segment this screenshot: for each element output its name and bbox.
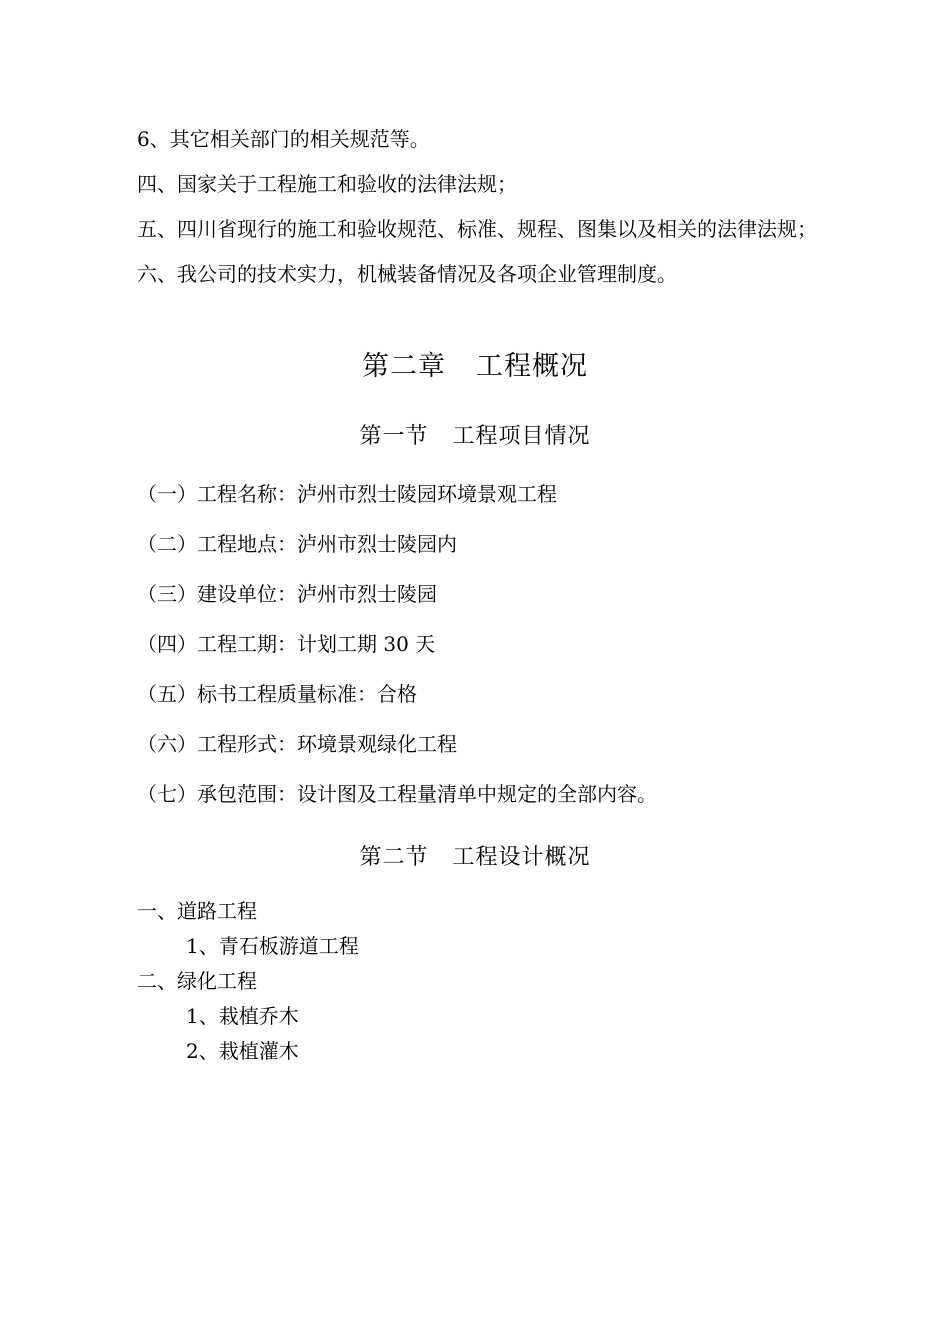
section-heading [0,422,950,452]
project-info-item: （六）工程形式：环境景观绿化工程 [137,732,457,756]
design-subitem: 1、栽植乔木 [186,1004,299,1028]
design-category: 一、道路工程 [137,899,257,923]
intro-item: 五、四川省现行的施工和验收规范、标准、规程、图集以及相关的法律法规； [137,217,817,241]
section-title: 工程设计概况 [452,845,591,870]
section-title: 工程项目情况 [452,424,591,449]
project-info-item: （七）承包范围：设计图及工程量清单中规定的全部内容。 [137,782,657,806]
section-number: 第二节 [359,845,429,870]
section-heading [0,843,950,873]
project-info-item: （五）标书工程质量标准：合格 [137,682,417,706]
project-info-item: （三）建设单位：泸州市烈士陵园 [137,582,437,606]
project-info-item: （二）工程地点：泸州市烈士陵园内 [137,532,457,556]
section-number: 第一节 [359,424,429,449]
chapter-number: 第二章 [362,351,446,382]
design-subitem: 2、栽植灌木 [186,1039,299,1063]
chapter-heading [0,350,950,384]
intro-item: 6、其它相关部门的相关规范等。 [137,127,430,151]
chapter-title: 工程概况 [476,351,588,382]
project-info-item: （四）工程工期：计划工期 30 天 [137,632,436,656]
design-subitem: 1、青石板游道工程 [186,934,359,958]
intro-item: 四、国家关于工程施工和验收的法律法规； [137,172,517,196]
design-category: 二、绿化工程 [137,969,257,993]
project-info-item: （一）工程名称：泸州市烈士陵园环境景观工程 [137,482,557,506]
intro-item: 六、我公司的技术实力，机械装备情况及各项企业管理制度。 [137,262,677,286]
